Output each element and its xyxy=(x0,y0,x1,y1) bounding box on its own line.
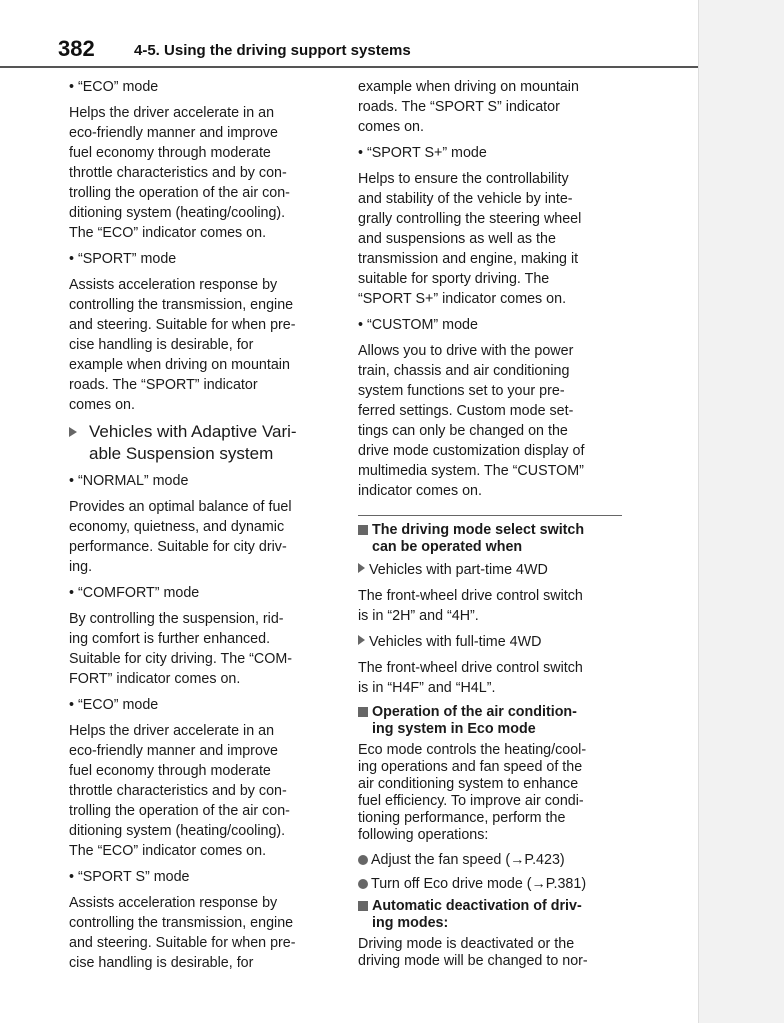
square-bullet-icon xyxy=(358,707,368,717)
sport-s-description-cont: example when driving on mountain roads. The “SPORT S” indicator comes on. xyxy=(358,79,579,135)
heading-auto-deactivation xyxy=(358,898,620,932)
mode-bullet-sport: • “SPORT” mode xyxy=(69,251,177,267)
eco-description: Helps the driver accelerate in an eco-friendly manner and improve fuel economy through moderate throttle characteristics and by con- trolling the operation of the air con- ditioning system (heating/cooling). The “ECO” indicator comes on. xyxy=(69,105,290,241)
subhead-adaptive-suspension xyxy=(69,421,331,465)
eco-description-2: Helps the driver accelerate in an eco-friendly manner and improve fuel economy through moderate throttle characteristics and by con- trolling the operation of the air con- ditioning system (heating/cooling). The “ECO” indicator comes on. xyxy=(69,723,290,859)
mode-bullet-custom: • “CUSTOM” mode xyxy=(358,317,478,333)
sport-s-description: Assists acceleration response by controlling the transmission, engine and steering. Suitable for when pre- cise handling is desirable, for xyxy=(69,895,296,971)
right-column xyxy=(358,77,620,976)
triangle-icon xyxy=(358,635,365,645)
sport-s-plus-description: Helps to ensure the controllability and stability of the vehicle by inte- grally controlling the steering wheel and suspensions as well as the transmission and engine, making it suitable for sporty driving. The “SPORT S+” indicator comes on. xyxy=(358,171,582,307)
list-item-eco-drive xyxy=(358,874,620,894)
sport-description: Assists acceleration response by controlling the transmission, engine and steering. Suitable for when pre- cise handling is desirable, for example when driving on mountain roads. The “SPORT” indicator comes on. xyxy=(69,277,296,413)
heading-ac-eco-mode xyxy=(358,704,620,738)
comfort-description: By controlling the suspension, rid- ing comfort is further enhanced. Suitable for city driving. The “COM- FORT” indicator comes on. xyxy=(69,611,292,687)
mode-bullet-sport-s-plus: • “SPORT S+” mode xyxy=(358,145,487,161)
part-time-4wd-note: The front-wheel drive control switch is in “2H” and “4H”. xyxy=(358,588,583,624)
normal-description: Provides an optimal balance of fuel economy, quietness, and dynamic performance. Suitable for city driv- ing. xyxy=(69,499,292,575)
subhead-text: Vehicles with Adaptive Vari- able Suspension system xyxy=(89,422,297,463)
vehicle-label: Vehicles with full-time 4WD xyxy=(369,634,542,650)
left-column xyxy=(69,77,331,979)
page-margin-strip xyxy=(698,0,784,1023)
section-divider xyxy=(358,515,622,516)
vehicle-label: Vehicles with part-time 4WD xyxy=(369,562,548,578)
page-number: 382 xyxy=(58,36,95,61)
mode-bullet-eco-2: • “ECO” mode xyxy=(69,697,159,713)
heading-text: The driving mode select switch can be operated when xyxy=(372,522,585,555)
custom-description: Allows you to drive with the power train, chassis and air conditioning system functions set to your pre- ferred settings. Custom mode set- tings can only be changed on the drive mode customization display of multimedia system. The “CUSTOM” indicator comes on. xyxy=(358,343,585,499)
full-time-4wd-note: The front-wheel drive control switch is in “H4F” and “H4L”. xyxy=(358,660,583,696)
header-rule xyxy=(0,66,698,68)
mode-bullet-comfort: • “COMFORT” mode xyxy=(69,585,200,601)
square-bullet-icon xyxy=(358,525,368,535)
triangle-icon xyxy=(69,427,77,437)
list-item-fan-speed xyxy=(358,850,620,870)
auto-deactivation-description: Driving mode is deactivated or the driving mode will be changed to nor- xyxy=(358,936,588,969)
square-bullet-icon xyxy=(358,901,368,911)
heading-text: Operation of the air condition- ing system in Eco mode xyxy=(372,704,577,737)
heading-switch-operable xyxy=(358,522,620,556)
vehicle-part-time-4wd xyxy=(358,560,620,580)
vehicle-full-time-4wd xyxy=(358,632,620,652)
list-item-text: Adjust the fan speed (→P.423) xyxy=(371,852,565,868)
section-title: 4-5. Using the driving support systems xyxy=(134,42,411,59)
heading-text: Automatic deactivation of driv- ing modes: xyxy=(372,898,582,931)
mode-bullet-normal: • “NORMAL” mode xyxy=(69,473,189,489)
page-header xyxy=(0,36,698,66)
circle-bullet-icon xyxy=(358,855,368,865)
list-item-text: Turn off Eco drive mode (→P.381) xyxy=(371,876,587,892)
mode-bullet-eco: • “ECO” mode xyxy=(69,79,159,95)
ac-eco-description: Eco mode controls the heating/cool- ing operations and fan speed of the air conditioning system to enhance fuel efficiency. To improve air condi- tioning performance, perform the following operations: xyxy=(358,742,587,843)
circle-bullet-icon xyxy=(358,879,368,889)
triangle-icon xyxy=(358,563,365,573)
mode-bullet-sport-s: • “SPORT S” mode xyxy=(69,869,190,885)
